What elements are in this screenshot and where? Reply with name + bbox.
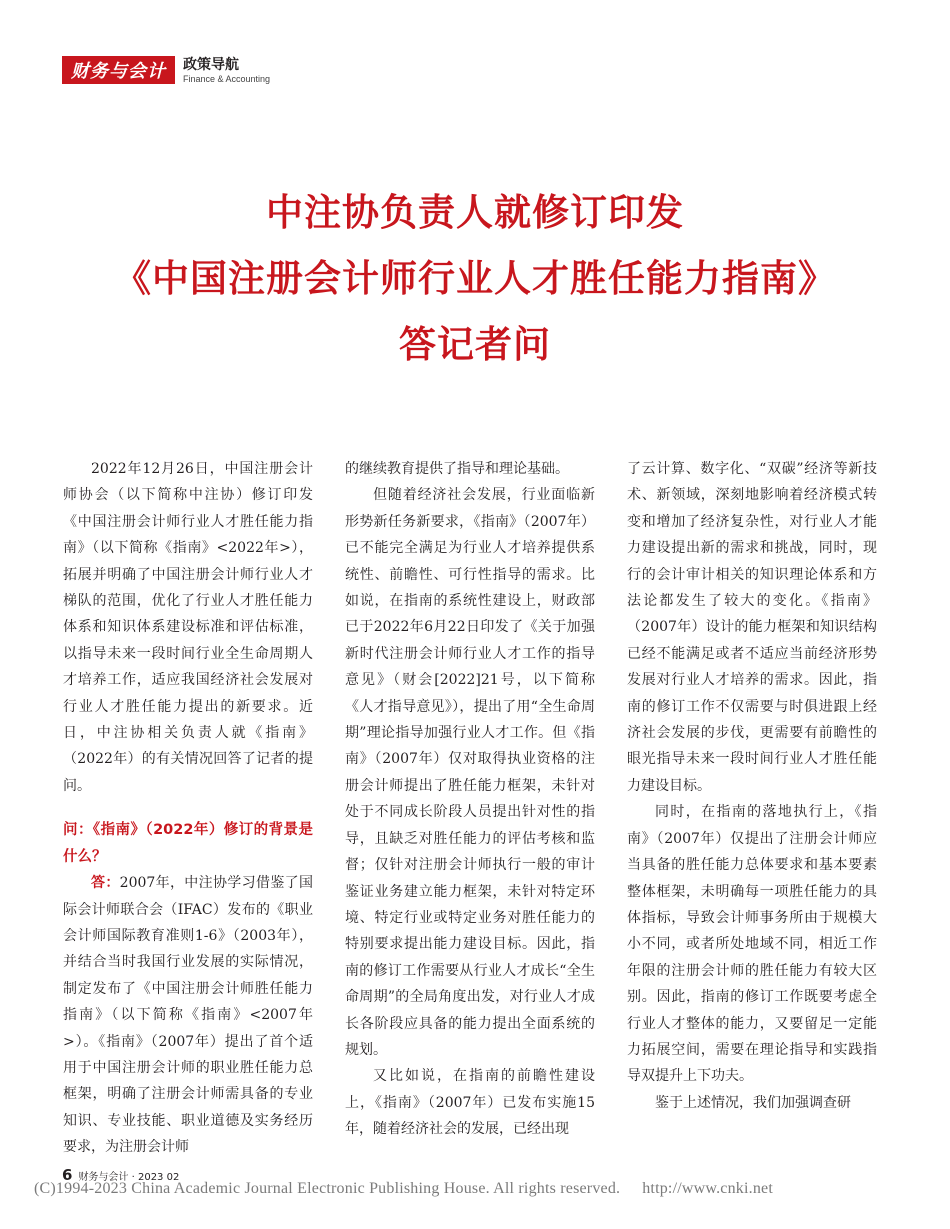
cnki-link[interactable]: http://www.cnki.net [642, 1180, 773, 1197]
paragraph: 但随着经济社会发展，行业面临新形势新任务新要求，《指南》（2007年）已不能完全满足为行业人才培养提供系统性、前瞻性、可行性指导的需求。比如说，在指南的系统性建设上，财政部已于2022年6月22日印发了《关于加强新时代注册会计师行业人才工作的指导意见》（财会[2022]21号，以下简称《人才指导意见》），提出了用“全生命周期”理论指导加强行业人才工作。但《指南》（2007年）仅对取得执业资格的注册会计师提出了胜任能力框架，未针对处于不同成长阶段人员提出针对性的指导，且缺乏对胜任能力的评估考核和监督；仅针对注册会计师执行一般的审计鉴证业务建立能力框架，未针对特定环境、特定行业或特定业务对胜任能力的特别要求提出能力建设目标。因此，指南的修订工作需要从行业人才成长“全生命周期”的全局角度出发，对行业人才成长各阶段应具备的能力提出全面系统的规划。 [345, 487, 595, 1058]
answer-paragraph [63, 870, 313, 1160]
column-2 [345, 456, 595, 1143]
question-heading: 问：《指南》（2022年）修订的背景是什么？ [63, 822, 313, 865]
paragraph-continued: 的继续教育提供了指导和理论基础。 [345, 461, 569, 477]
page-number: 6 [62, 1166, 73, 1184]
title-line-2: 《中国注册会计师行业人才胜任能力指南》 [114, 257, 836, 300]
title-line-3: 答记者问 [399, 323, 551, 366]
paragraph: 同时，在指南的落地执行上，《指南》（2007年）仅提出了注册会计师应当具备的胜任能力总体要求和基本要素整体框架，未明确每一项胜任能力的具体指标，导致会计师事务所由于规模大小不同，或者所处地域不同，相近工作年限的注册会计师的胜任能力有较大区别。因此，指南的修订工作既要考虑全行业人才整体的能力，又要留足一定能力拓展空间，需要在理论指导和实践指导双提升上下功夫。 [627, 804, 877, 1085]
paragraph-continued: 了云计算、数字化、“双碳”经济等新技术、新领域，深刻地影响着经济模式转变和增加了经济复杂性，对行业人才能力建设提出新的需求和挑战，同时，现行的会计审计相关的知识理论体系和方法论都发生了较大的变化。《指南》（2007年）设计的能力框架和知识结构已经不能满足或者不适应当前经济形势发展对行业人才培养的需求。因此，指南的修订工作不仅需要与时俱进跟上经济社会发展的步伐，更需要有前瞻性的眼光指导未来一段时间行业人才胜任能力建设目标。 [627, 461, 877, 794]
paragraph: 又比如说，在指南的前瞻性建设上，《指南》（2007年）已发布实施15年，随着经济社会的发展，已经出现 [345, 1068, 595, 1138]
section-title: 政策导航 [183, 57, 239, 73]
answer-text: 2007年，中注协学习借鉴了国际会计师联合会（IFAC）发布的《职业会计师国际教育准则1-6》（2003年），并结合当时我国行业发展的实际情况，制定发布了《中国注册会计师胜任能力指南》（以下简称《指南》<2007年>）。《指南》（2007年）提出了首个适用于中国注册会计师的职业胜任能力总框架，明确了注册会计师需具备的专业知识、专业技能、职业道德及实务经历要求，为注册会计师 [63, 875, 313, 1156]
column-3 [627, 456, 877, 1116]
column-1 [63, 456, 313, 1161]
copyright-notice [34, 1180, 773, 1198]
intro-paragraph: 2022年12月26日，中国注册会计师协会（以下简称中注协）修订印发《中国注册会计师行业人才胜任能力指南》（以下简称《指南》<2022年>），拓展并明确了中国注册会计师行业人才梯队的范围，优化了行业人才胜任能力体系和知识体系建设标准和评估标准，以指导未来一段时间行业全生命周期人才培养工作，适应我国经济社会发展对行业人才胜任能力提出的新要求。近日，中注协相关负责人就《指南》（2022年）的有关情况回答了记者的提问。 [63, 461, 313, 794]
journal-logo [62, 56, 175, 84]
logo-text: 财务与会计 [71, 61, 166, 82]
article-title [0, 180, 950, 378]
page-header [62, 56, 270, 84]
paragraph: 鉴于上述情况，我们加强调查研 [655, 1094, 851, 1111]
title-line-1: 中注协负责人就修订印发 [266, 191, 684, 234]
journal-issue: 财务与会计 · 2023 02 [78, 1172, 180, 1183]
answer-label: 答： [91, 875, 120, 892]
section-label [183, 56, 270, 84]
section-subtitle: Finance & Accounting [183, 74, 271, 84]
copyright-text: (C)1994-2023 China Academic Journal Electronic Publishing House. All rights reserved. [34, 1180, 621, 1197]
